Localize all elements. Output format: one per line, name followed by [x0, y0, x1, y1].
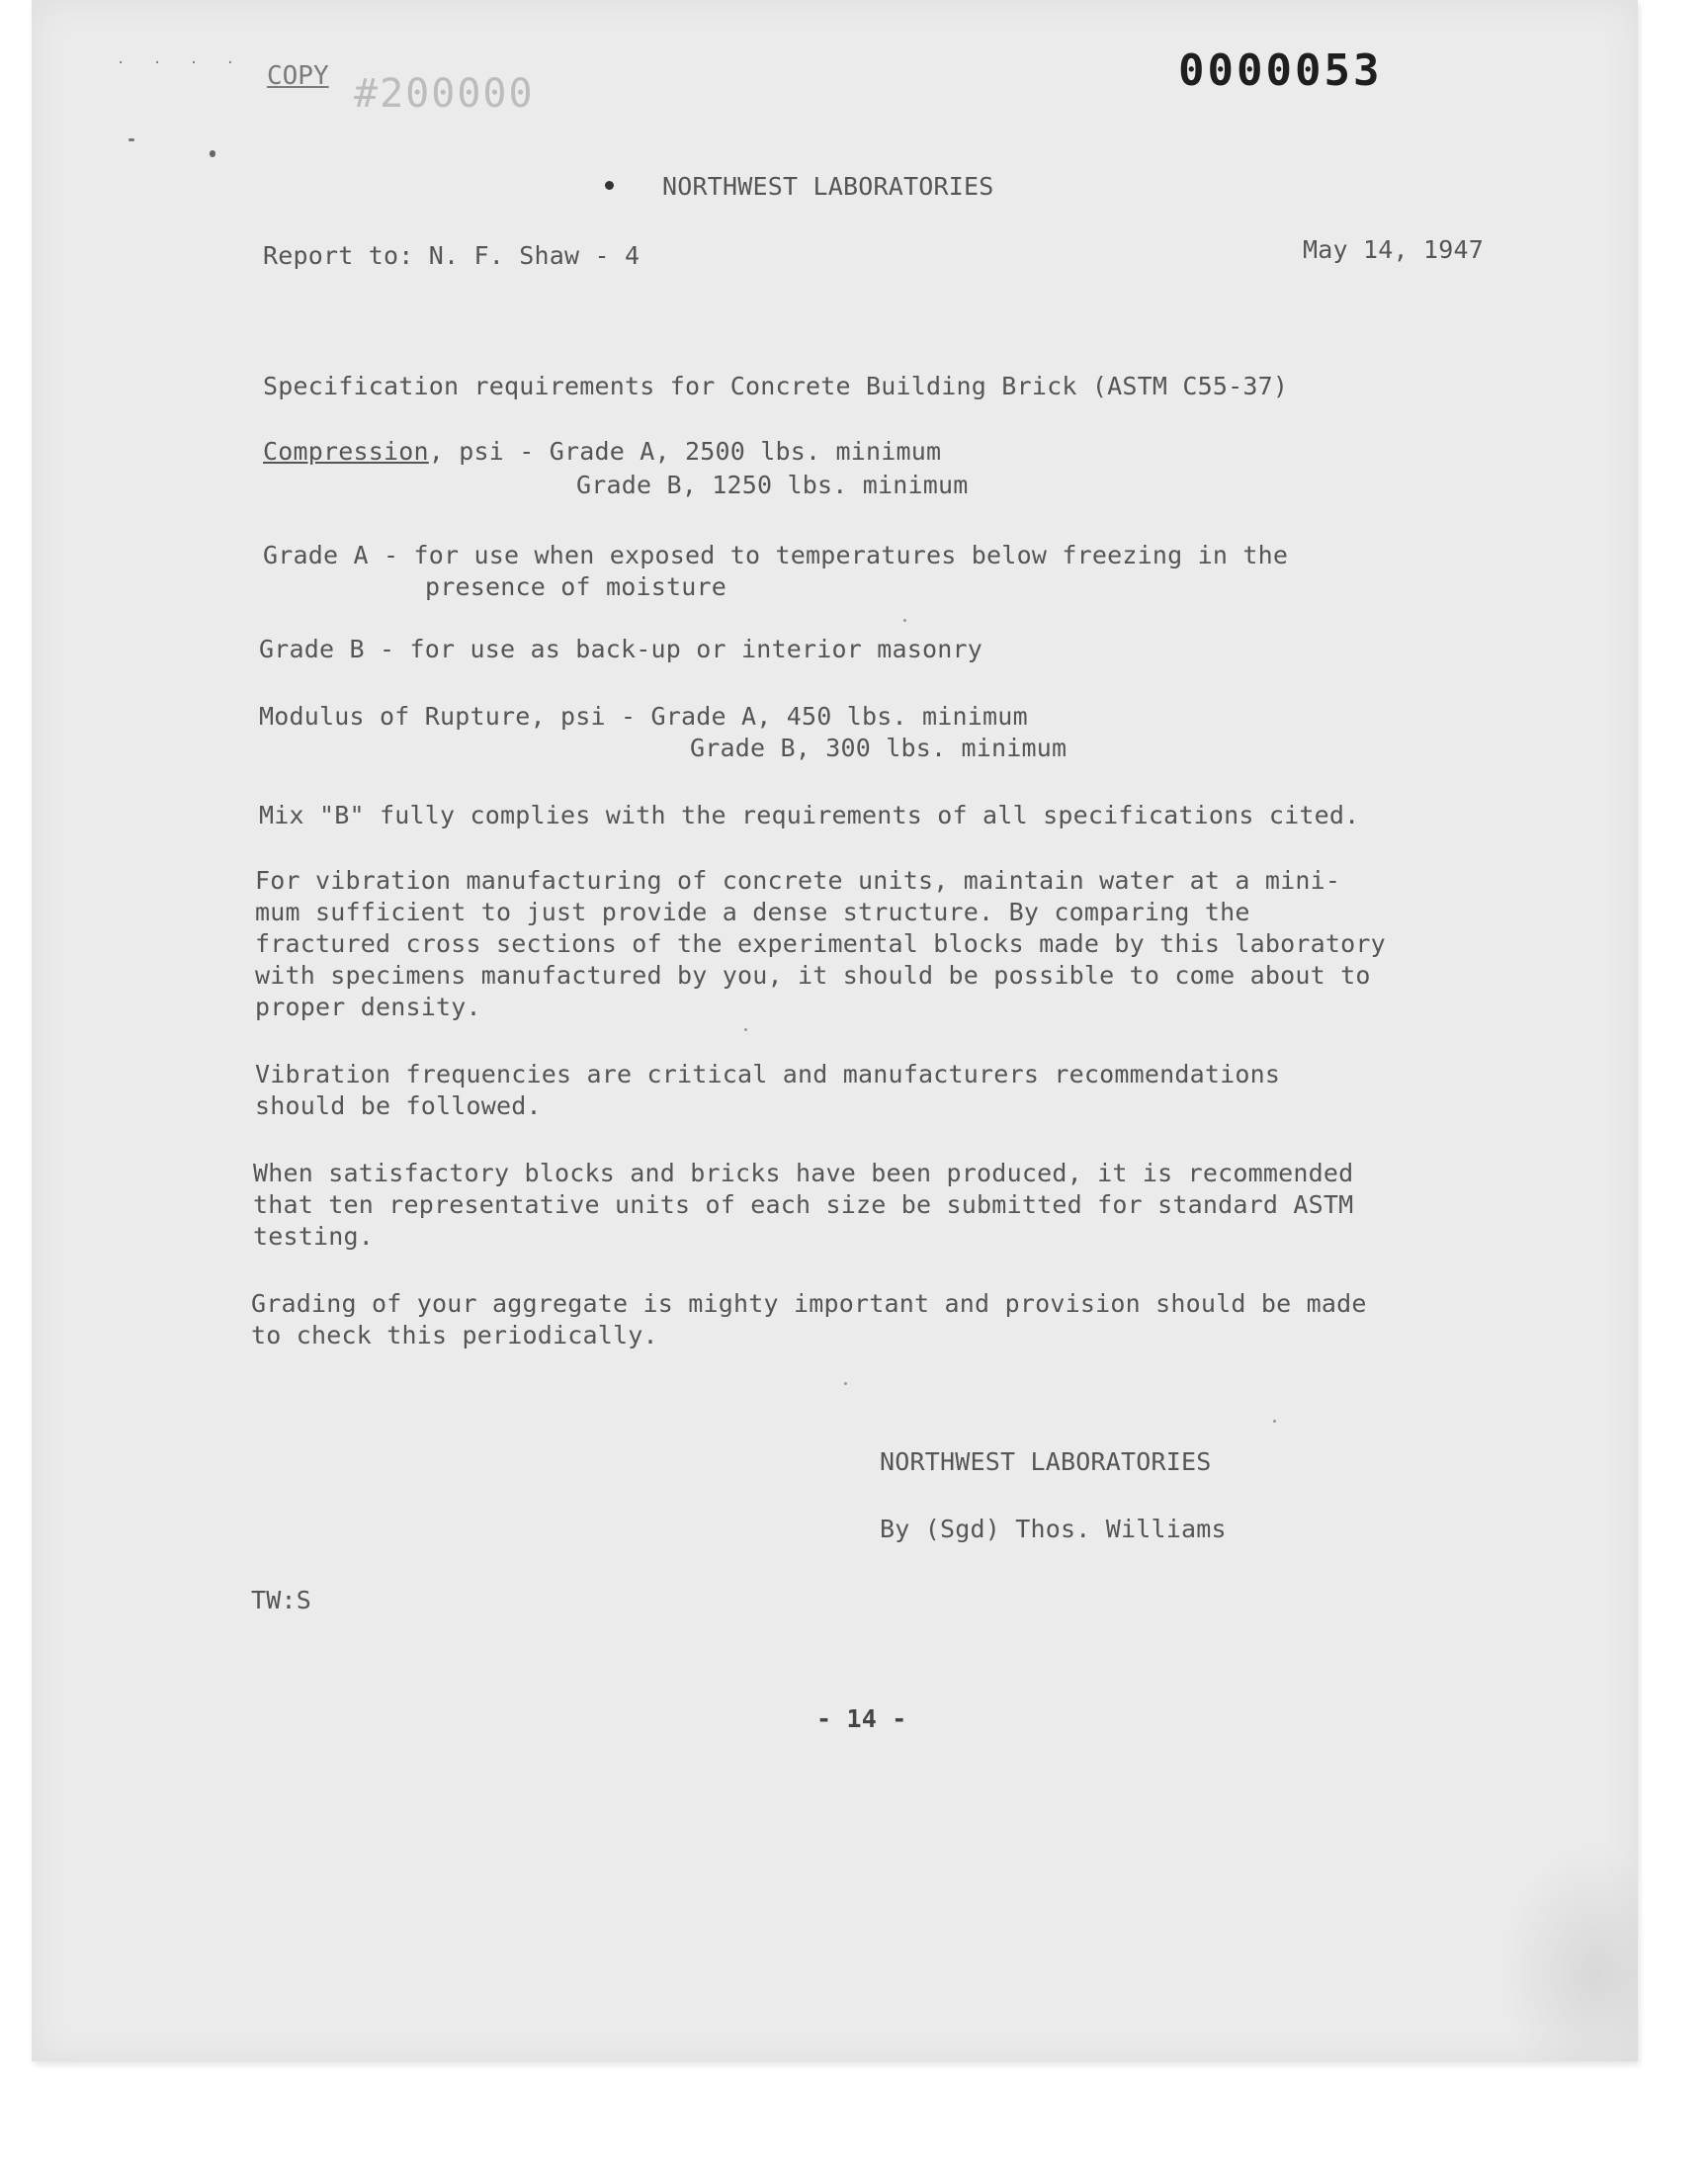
page-number: - 14 -	[816, 1704, 907, 1733]
scan-speck-4	[744, 1028, 747, 1031]
compression-label: Compression	[263, 437, 429, 466]
faint-stamp-number: #200000	[354, 71, 535, 117]
grade-b-line: Grade B - for use as back-up or interior masonry	[259, 635, 983, 663]
scan-speck-2	[210, 150, 215, 157]
document-number: 0000053	[1178, 45, 1383, 96]
report-date: May 14, 1947	[1303, 235, 1485, 264]
scan-speck-6	[1273, 1420, 1276, 1423]
scan-speck-3	[903, 619, 906, 622]
grading-line-1: Grading of your aggregate is mighty important and provision should be made	[251, 1289, 1367, 1318]
title-bullet	[605, 181, 614, 190]
document-page	[32, 0, 1638, 2061]
spec-title: Specification requirements for Concrete Building Brick (ASTM C55-37)	[263, 372, 1289, 400]
rupture-line1: Modulus of Rupture, psi - Grade A, 450 lbs. minimum	[259, 702, 1028, 731]
letterhead-title: NORTHWEST LABORATORIES	[662, 172, 994, 201]
vibration-line-4: with specimens manufactured by you, it should be possible to come about to	[255, 961, 1371, 990]
signature-signed-by: By (Sgd) Thos. Williams	[880, 1515, 1227, 1543]
testing-line-3: testing.	[253, 1222, 375, 1251]
grading-line-2: to check this periodically.	[251, 1321, 658, 1349]
compression-line	[263, 435, 941, 469]
frequency-line-2: should be followed.	[255, 1091, 542, 1120]
vibration-line-5: proper density.	[255, 993, 481, 1021]
scan-speck-1	[128, 138, 134, 141]
vibration-line-3: fractured cross sections of the experimental blocks made by this laboratory	[255, 929, 1386, 958]
compression-grade-a: , psi - Grade A, 2500 lbs. minimum	[428, 437, 942, 466]
grade-a-line2: presence of moisture	[425, 572, 727, 601]
vibration-line-1: For vibration manufacturing of concrete units, maintain water at a mini-	[255, 866, 1341, 895]
grade-a-line1: Grade A - for use when exposed to temperatures below freezing in the	[263, 541, 1289, 569]
testing-line-2: that ten representative units of each size be submitted for standard ASTM	[253, 1190, 1354, 1219]
frequency-line-1: Vibration frequencies are critical and manufacturers recommendations	[255, 1060, 1281, 1088]
scan-speck-5	[844, 1382, 847, 1385]
report-to: Report to: N. F. Shaw - 4	[263, 241, 640, 270]
typist-initials: TW:S	[251, 1586, 312, 1614]
signature-organization: NORTHWEST LABORATORIES	[880, 1447, 1212, 1476]
mix-b-statement: Mix "B" fully complies with the requirements of all specifications cited.	[259, 801, 1360, 829]
testing-line-1: When satisfactory blocks and bricks have been produced, it is recommended	[253, 1159, 1354, 1187]
scan-specks: . . . .	[117, 51, 245, 67]
compression-grade-b: Grade B, 1250 lbs. minimum	[576, 471, 969, 499]
rupture-line2: Grade B, 300 lbs. minimum	[690, 734, 1068, 762]
vibration-line-2: mum sufficient to just provide a dense structure. By comparing the	[255, 898, 1250, 926]
copy-stamp: COPY	[267, 61, 329, 91]
